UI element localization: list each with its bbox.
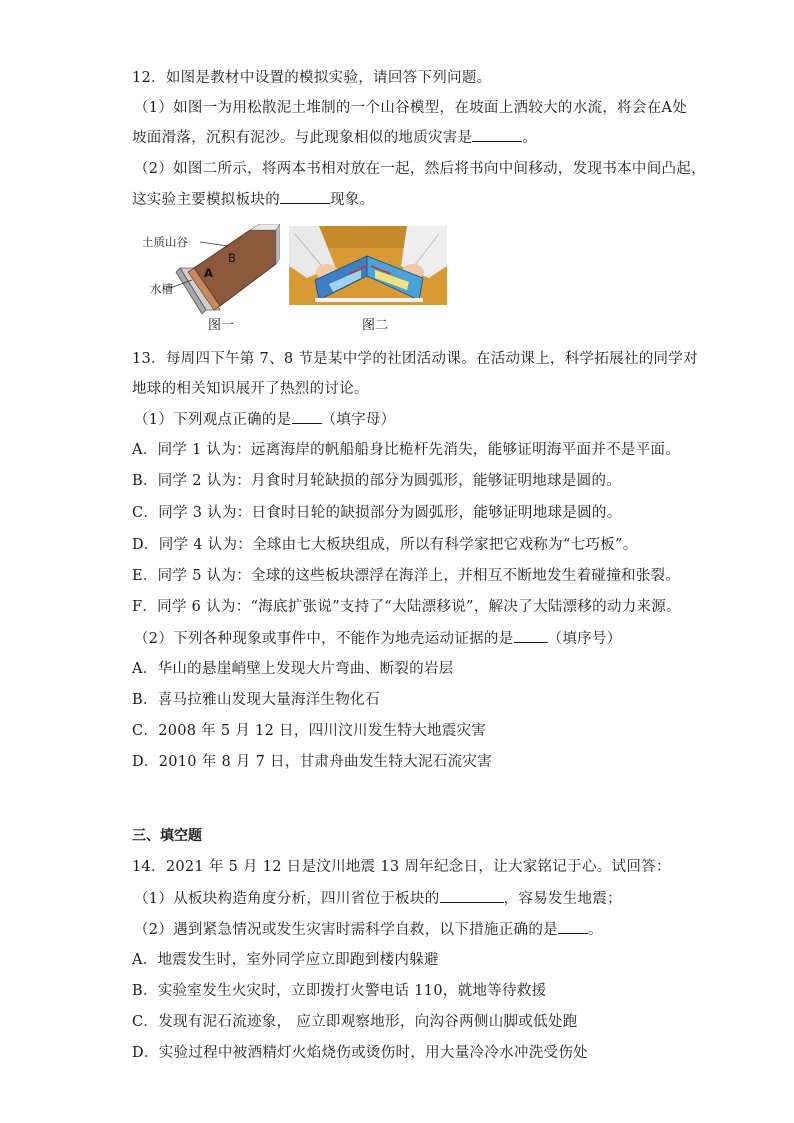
q13-option-f: F．同学 6 认为：“海底扩张说”支持了“大陆漂移说”，解决了大陆漂移的动力来源。 bbox=[132, 599, 681, 615]
q13-option-e: E．同学 5 认为：全球的这些板块漂浮在海洋上，并相互不断地发生着碰撞和张裂。 bbox=[132, 568, 681, 584]
q13-stem-line1: 13．每周四下午第 7、8 节是某中学的社团活动课。在活动课上，科学拓展社的同学对 bbox=[132, 351, 698, 367]
figure-2-books-photo bbox=[289, 226, 447, 305]
q14-part1 bbox=[134, 888, 622, 909]
q14-option-d: D．实验过程中被酒精灯火焰烧伤或烫伤时，用大量冷冷水冲洗受伤处 bbox=[132, 1045, 588, 1061]
q14-part2 bbox=[134, 919, 603, 940]
q13-stem-line2: 地球的相关知识展开了热烈的讨论。 bbox=[132, 381, 369, 397]
q12-part1-text: 坡面滑落，沉积有泥沙。与此现象相似的地质灾害是 bbox=[132, 130, 473, 146]
answer-blank[interactable] bbox=[280, 189, 330, 204]
q13-option-d: D．同学 4 认为：全球由七大板块组成，所以有科学家把它戏称为“七巧板”。 bbox=[132, 537, 638, 553]
answer-blank[interactable] bbox=[558, 919, 588, 934]
q13-part2-option-b: B．喜马拉雅山发现大量海洋生物化石 bbox=[132, 692, 380, 708]
q13-part2-hint: （填序号） bbox=[547, 631, 622, 647]
q13-part2 bbox=[134, 628, 622, 649]
answer-blank[interactable] bbox=[292, 409, 322, 424]
q13-option-a: A．同学 1 认为：远离海岸的帆船船身比桅杆先消失，能够证明海平面并不是平面。 bbox=[132, 442, 681, 458]
q13-part2-option-d: D．2010 年 8 月 7 日，甘肃舟曲发生特大泥石流灾害 bbox=[132, 754, 493, 770]
label-earth-valley: 土质山谷 bbox=[142, 235, 188, 249]
q13-part2-option-a: A．华山的悬崖峭壁上发现大片弯曲、断裂的岩层 bbox=[132, 661, 454, 677]
q12-part2-line2 bbox=[132, 189, 374, 210]
q12-part1-line1: （1）如图一为用松散泥土堆制的一个山谷模型，在坡面上洒较大的水流，将会在A处 bbox=[134, 100, 688, 116]
q14-part1-text: （1）从板块构造角度分析，四川省位于板块的 bbox=[134, 891, 440, 907]
q14-option-a: A．地震发生时，室外同学应立即跑到楼内躲避 bbox=[132, 952, 439, 968]
answer-blank[interactable] bbox=[472, 127, 522, 142]
q14-option-b: B．实验室发生火灾时，立即拨打火警电话 110，就地等待救援 bbox=[132, 983, 547, 999]
label-a: A bbox=[204, 266, 213, 280]
q13-part1-hint: （填字母） bbox=[321, 412, 396, 428]
q14-part1-end: ，容易发生地震； bbox=[503, 891, 622, 907]
q13-part2-text: （2）下列各种现象或事件中，不能作为地壳运动证据的是 bbox=[134, 631, 514, 647]
q12-stem: 12．如图是教材中设置的模拟实验，请回答下列问题。 bbox=[132, 70, 492, 86]
label-water-trough: 水槽 bbox=[150, 282, 173, 296]
q13-part1 bbox=[134, 409, 396, 430]
q12-part2-text: 这实验主要模拟板块的 bbox=[132, 192, 280, 208]
answer-blank[interactable] bbox=[514, 628, 548, 643]
books-photo-drawing bbox=[289, 226, 447, 305]
figure-1-caption: 图一 bbox=[208, 318, 235, 333]
q13-part2-option-c: C．2008 年 5 月 12 日，四川汶川发生特大地震灾害 bbox=[132, 723, 487, 739]
q12-part2-line1: （2）如图二所示，将两本书相对放在一起，然后将书向中间移动，发现书本中间凸起， bbox=[134, 161, 706, 177]
q12-part1-end: 。 bbox=[522, 130, 538, 146]
section-title-fill-in: 三、填空题 bbox=[132, 828, 202, 844]
q13-option-b: B．同学 2 认为：月食时月轮缺损的部分为圆弧形，能够证明地球是圆的。 bbox=[132, 473, 622, 489]
label-b: B bbox=[228, 251, 236, 265]
q14-part2-text: （2）遇到紧急情况或发生灾害时需科学自救，以下措施正确的是 bbox=[134, 922, 558, 938]
q14-stem: 14．2021 年 5 月 12 日是汶川地震 13 周年纪念日，让大家铭记于心。试回答： bbox=[132, 859, 671, 875]
figure-1-valley-model bbox=[140, 224, 280, 316]
q13-part1-text: （1）下列观点正确的是 bbox=[134, 412, 292, 428]
q12-part2-end: 现象。 bbox=[330, 192, 375, 208]
q13-option-c: C．同学 3 认为：日食时日轮的缺损部分为圆弧形，能够证明地球是圆的。 bbox=[132, 505, 622, 521]
answer-blank[interactable] bbox=[440, 888, 504, 903]
figure-2-caption: 图二 bbox=[362, 318, 389, 333]
q14-option-c: C．发现有泥石流迹象， 应立即观察地形，向沟谷两侧山脚或低处跑 bbox=[132, 1014, 578, 1030]
q14-part2-end: 。 bbox=[587, 922, 603, 938]
q12-part1-line2 bbox=[132, 127, 537, 148]
